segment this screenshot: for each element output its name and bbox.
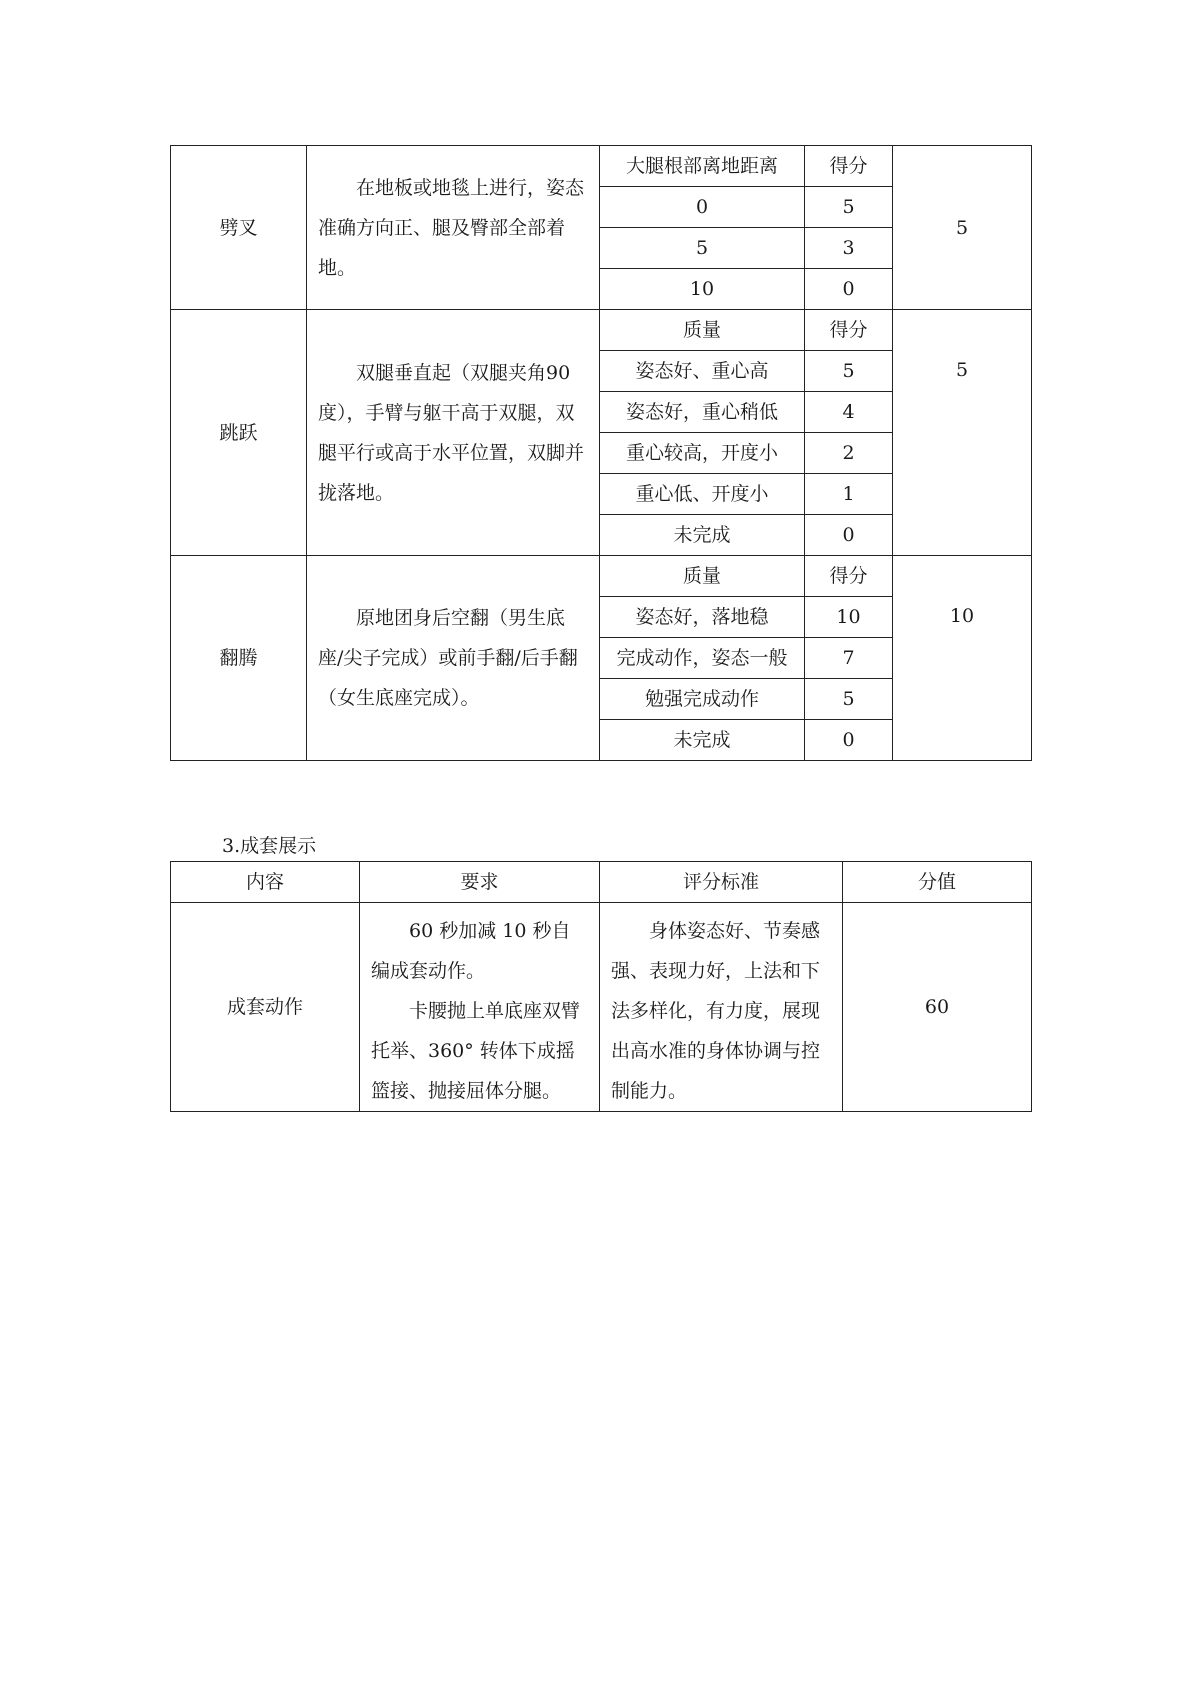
- skills-scoring-table: [170, 145, 1032, 761]
- criteria-cell: 姿态好，落地稳: [600, 597, 805, 638]
- item-description: 在地板或地毯上进行，姿态准确方向正、腿及臀部全部着地。: [307, 146, 600, 310]
- table-header-row: [171, 862, 1032, 903]
- criteria-cell: 重心较高，开度小: [600, 433, 805, 474]
- score-cell: 60: [843, 903, 1032, 1112]
- column-header: 要求: [360, 862, 600, 903]
- criteria-header: 质量: [600, 310, 805, 351]
- section-title: 3.成套展示: [222, 835, 317, 857]
- criteria-header: 大腿根部离地距离: [600, 146, 805, 187]
- score-cell: 4: [805, 392, 893, 433]
- score-header: 得分: [805, 556, 893, 597]
- column-header: 评分标准: [600, 862, 843, 903]
- table-row: [171, 310, 1032, 351]
- content-cell: 成套动作: [171, 903, 360, 1112]
- column-header: 内容: [171, 862, 360, 903]
- score-cell: 0: [805, 515, 893, 556]
- item-description: 原地团身后空翻（男生底座/尖子完成）或前手翻/后手翻（女生底座完成）。: [307, 556, 600, 761]
- criteria-header: 质量: [600, 556, 805, 597]
- requirement-paragraph: 卡腰抛上单底座双臂托举、360° 转体下成摇篮接、抛接屈体分腿。: [371, 1000, 581, 1102]
- item-total: 5: [893, 146, 1032, 310]
- column-header: 分值: [843, 862, 1032, 903]
- score-cell: 0: [805, 269, 893, 310]
- score-cell: 1: [805, 474, 893, 515]
- score-cell: 0: [805, 720, 893, 761]
- criteria-cell: 姿态好、重心高: [600, 351, 805, 392]
- item-total: 10: [893, 556, 1032, 761]
- requirement-paragraph: 60 秒加减 10 秒自编成套动作。: [371, 920, 571, 982]
- criteria-cell: 10: [600, 269, 805, 310]
- item-name: 劈叉: [171, 146, 307, 310]
- requirement-cell: [360, 903, 600, 1112]
- item-name: 跳跃: [171, 310, 307, 556]
- table-row: [171, 146, 1032, 187]
- standard-paragraph: 身体姿态好、节奏感强、表现力好，上法和下法多样化，有力度，展现出高水准的身体协调与控制能力。: [611, 920, 821, 1102]
- criteria-cell: 姿态好，重心稍低: [600, 392, 805, 433]
- criteria-cell: 未完成: [600, 720, 805, 761]
- routine-scoring-table: [170, 861, 1032, 1112]
- score-cell: 3: [805, 228, 893, 269]
- score-header: 得分: [805, 146, 893, 187]
- criteria-cell: 未完成: [600, 515, 805, 556]
- score-cell: 10: [805, 597, 893, 638]
- table-row: [171, 556, 1032, 597]
- score-cell: 5: [805, 679, 893, 720]
- criteria-cell: 0: [600, 187, 805, 228]
- item-name: 翻腾: [171, 556, 307, 761]
- item-description: 双腿垂直起（双腿夹角90度），手臂与躯干高于双腿，双腿平行或高于水平位置，双脚并拢落地。: [307, 310, 600, 556]
- score-cell: 2: [805, 433, 893, 474]
- score-cell: 5: [805, 187, 893, 228]
- score-cell: 5: [805, 351, 893, 392]
- criteria-cell: 完成动作，姿态一般: [600, 638, 805, 679]
- criteria-cell: 5: [600, 228, 805, 269]
- score-header: 得分: [805, 310, 893, 351]
- standard-cell: [600, 903, 843, 1112]
- criteria-cell: 重心低、开度小: [600, 474, 805, 515]
- score-cell: 7: [805, 638, 893, 679]
- table-row: [171, 903, 1032, 1112]
- item-total: 5: [893, 310, 1032, 556]
- criteria-cell: 勉强完成动作: [600, 679, 805, 720]
